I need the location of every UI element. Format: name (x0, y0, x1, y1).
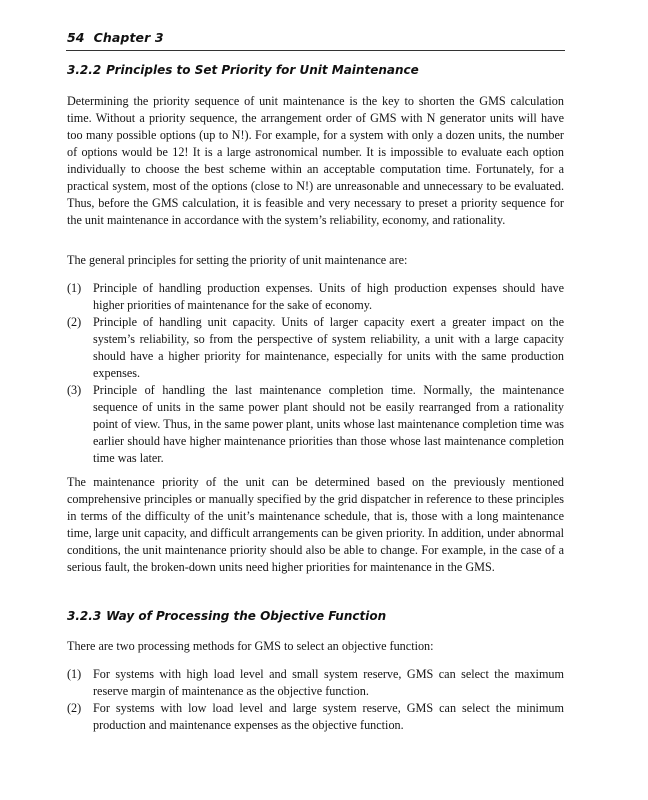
paragraph-principles-lead: The general principles for setting the priority of unit maintenance are: (67, 253, 408, 267)
page-number: 54 (67, 30, 85, 45)
section-number: 3.2.2 (67, 63, 102, 77)
paragraph-closing: The maintenance priority of the unit can be determined based on the previously mentioned comprehensive principles or manually specified by the grid dispatcher in reference to these principles in terms of the difficulty of the unit’s maintenance schedule, that is, those with a long maintenance time, large unit capacity, and difficult arrangements can be given priority. In addition, under abnormal conditions, the unit maintenance priority should also be able to change. For example, in the case of a serious fault, the broken-down units need higher priorities for maintenance in the GMS. (67, 475, 564, 574)
section-number: 3.2.3 (67, 609, 102, 623)
section-heading-3-2-2 (67, 63, 419, 77)
principles-list (67, 280, 564, 467)
list-item (67, 666, 564, 700)
running-head (67, 30, 164, 45)
list-item (67, 382, 564, 467)
list-item (67, 314, 564, 382)
list-marker: (1) (67, 281, 82, 295)
list-item-text: Principle of handling production expenses. Units of high production expenses should have higher priorities of maintenance for the sake of economy. (93, 281, 564, 312)
list-marker: (1) (67, 667, 82, 681)
list-item-text: Principle of handling the last maintenance completion time. Normally, the maintenance sequence of units in the same power plant should not be easily rearranged from a rationality point of view. Thus, in the same power plant, units whose last maintenance completion time was earlier should have higher maintenance priorities than those whose last maintenance completion time was later. (93, 383, 564, 465)
list-item-text: For systems with high load level and small system reserve, GMS can select the maximum reserve margin of maintenance as the objective function. (93, 667, 564, 698)
list-item-text: For systems with low load level and large system reserve, GMS can select the minimum production and maintenance expenses as the objective function. (93, 701, 564, 732)
list-item (67, 700, 564, 734)
list-marker: (2) (67, 701, 82, 715)
section-title: Principles to Set Priority for Unit Maintenance (106, 63, 419, 77)
paragraph-intro: Determining the priority sequence of unit maintenance is the key to shorten the GMS calculation time. Without a priority sequence, the arrangement order of GMS with N generator units will have too many possible options (up to N!). For example, for a system with only a dozen units, the number of options would be 12! It is a large astronomical number. It is impossible to evaluate each option individually to choose the best scheme within an acceptable computation time. Fortunately, for a practical system, most of the options (close to N!) are unreasonable and unnecessary to be evaluated. Thus, before the GMS calculation, it is feasible and very necessary to preset a priority sequence for the unit maintenance in accordance with the system’s reliability, economy, and rationality. (67, 94, 564, 227)
section-heading-3-2-3 (67, 609, 386, 623)
list-item-text: Principle of handling unit capacity. Units of larger capacity exert a greater impact on the system’s reliability, so from the perspective of system reliability, a unit with a large capacity should have a higher priority for maintenance, especially for units with the same production expenses. (93, 315, 564, 380)
header-rule (66, 50, 565, 51)
list-marker: (3) (67, 383, 82, 397)
methods-list (67, 666, 564, 734)
list-item (67, 280, 564, 314)
chapter-label: Chapter 3 (93, 30, 164, 45)
section-title: Way of Processing the Objective Function (106, 609, 387, 623)
paragraph-methods-lead: There are two processing methods for GMS to select an objective function: (67, 639, 434, 653)
list-marker: (2) (67, 315, 82, 329)
